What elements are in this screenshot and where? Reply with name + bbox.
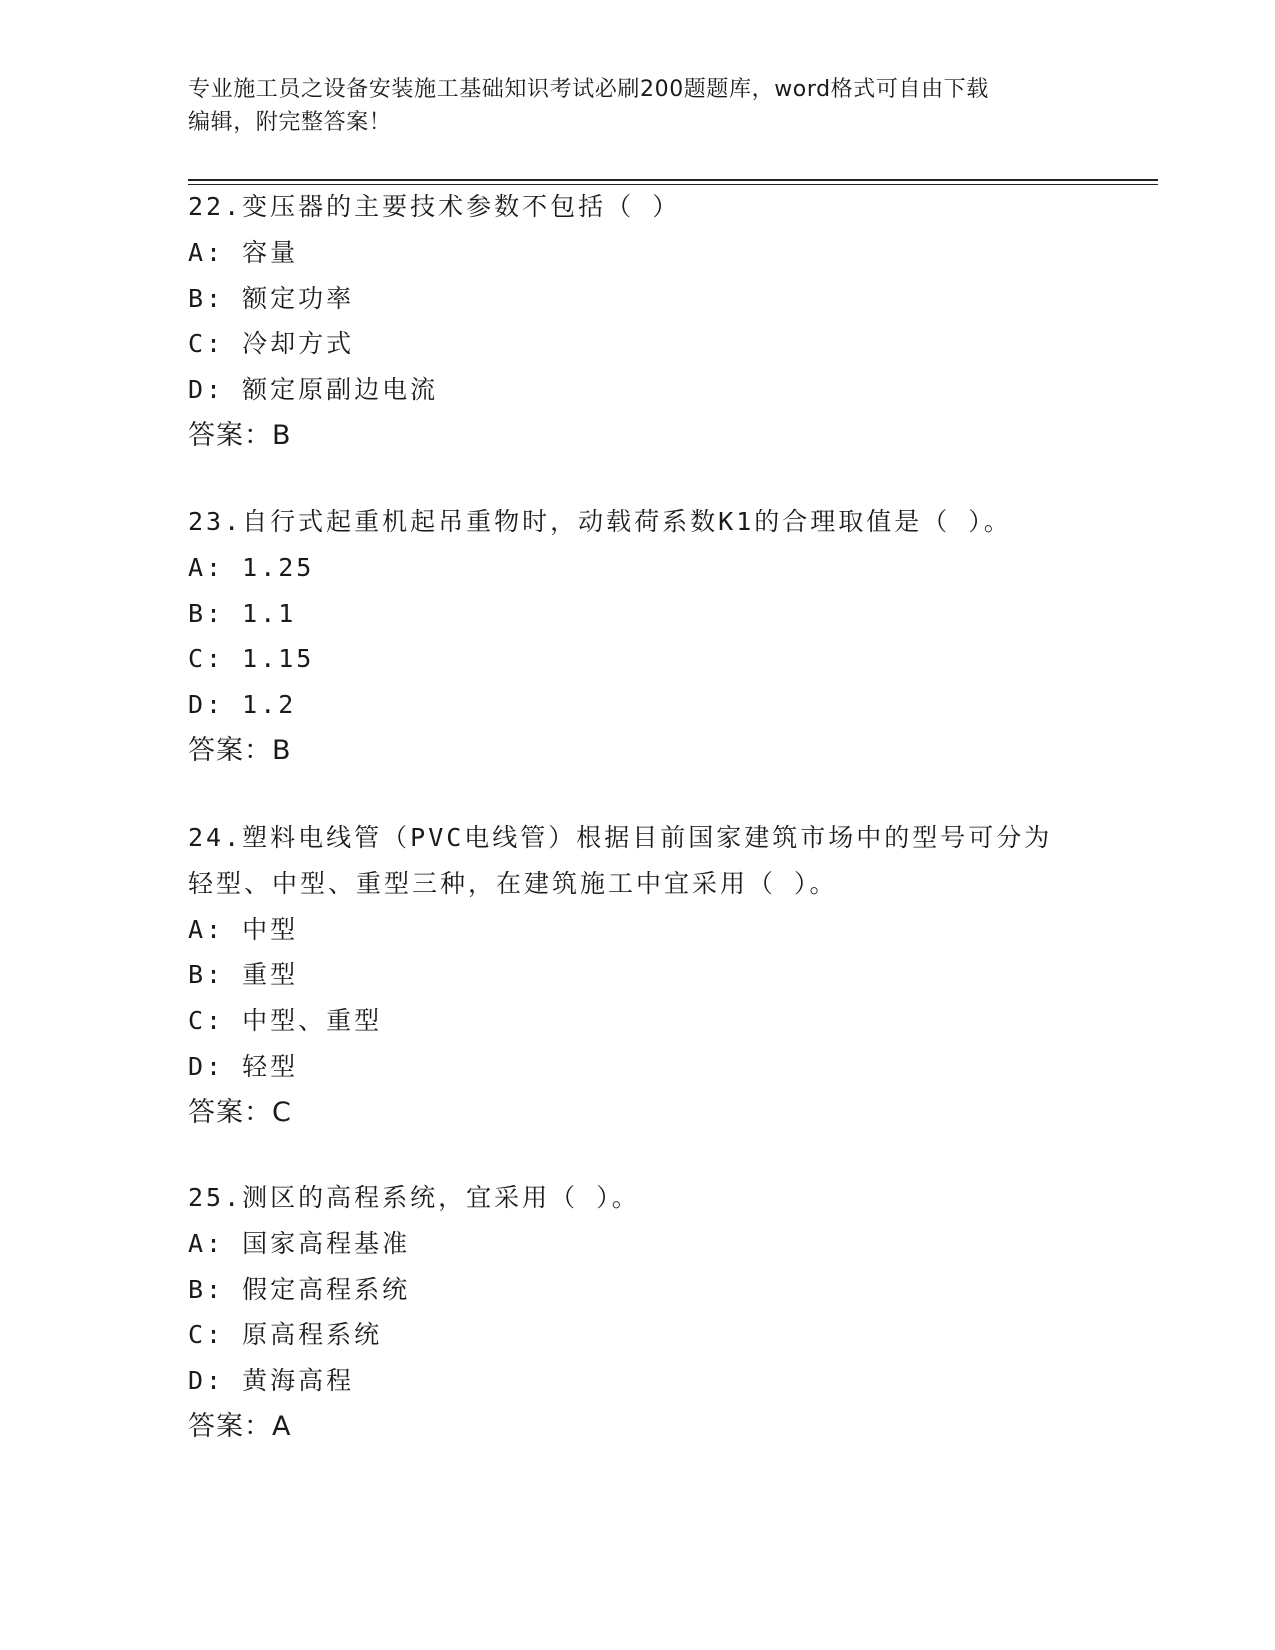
answer-label: 答案：A [188,1410,292,1442]
answer-label: 答案：C [188,1096,292,1128]
option-b: B: 额定功率 [188,283,355,313]
question-22 [188,184,1088,459]
header-rule-thick [188,179,1158,181]
option-b: B: 重型 [188,960,299,990]
question-text-line-2: 轻型、中型、重型三种，在建筑施工中宜采用（ ）。 [188,868,838,898]
question-text: 22.变压器的主要技术参数不包括（ ） [188,192,681,221]
header-line-2: 编辑，附完整答案！ [188,110,392,135]
option-d: D: 额定原副边电流 [188,375,439,405]
option-c: C: 原高程系统 [188,1320,383,1350]
option-c: C: 1.15 [188,644,315,674]
option-b: B: 1.1 [188,598,297,628]
option-b: B: 假定高程系统 [188,1274,411,1304]
header-line-1: 专业施工员之设备安装施工基础知识考试必刷200题题库，word格式可自由下载 [188,77,989,102]
option-c: C: 冷却方式 [188,329,355,359]
answer-label: 答案：B [188,419,292,451]
question-text-line-1: 24.塑料电线管（PVC电线管）根据目前国家建筑市场中的型号可分为 [188,823,1053,852]
option-a: A: 容量 [188,237,299,267]
question-23 [188,499,1088,774]
option-c: C: 中型、重型 [188,1006,383,1036]
document-header [188,73,1068,139]
option-d: D: 黄海高程 [188,1366,355,1396]
question-text: 25.测区的高程系统，宜采用（ ）。 [188,1183,640,1212]
option-a: A: 国家高程基准 [188,1228,411,1258]
question-25 [188,1175,1088,1450]
question-text: 23.自行式起重机起吊重物时，动载荷系数K1的合理取值是（ ）。 [188,507,1012,536]
option-a: A: 中型 [188,914,299,944]
option-d: D: 轻型 [188,1051,299,1081]
option-a: A: 1.25 [188,552,315,582]
question-24 [188,815,1088,1136]
answer-label: 答案：B [188,734,292,766]
option-d: D: 1.2 [188,690,297,720]
